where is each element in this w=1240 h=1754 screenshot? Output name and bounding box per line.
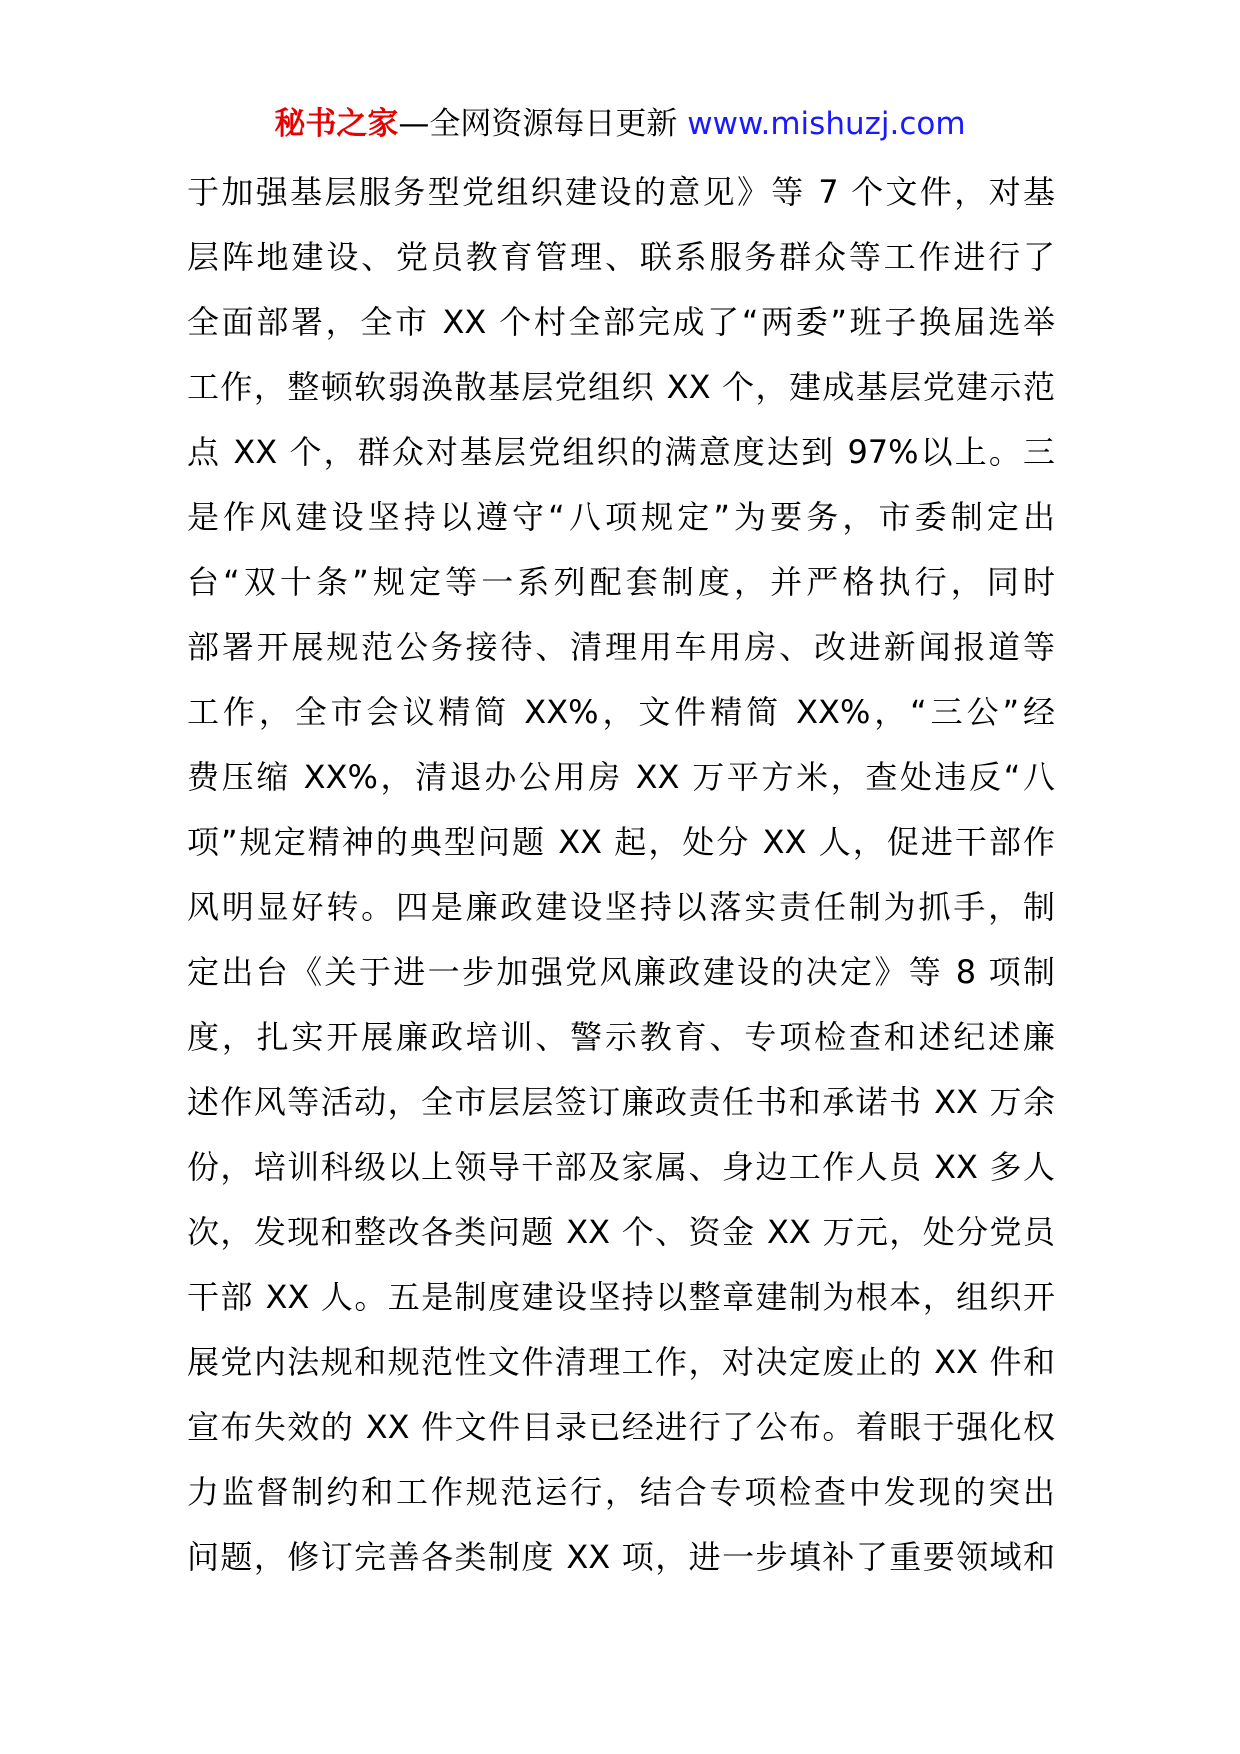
text-line: 度，扎实开展廉政培训、警示教育、专项检查和述纪述廉 — [187, 1018, 1055, 1056]
text-line: 点 XX 个，群众对基层党组织的满意度达到 97%以上。三 — [187, 433, 1055, 471]
text-line: 风明显好转。四是廉政建设坚持以落实责任制为抓手，制 — [187, 888, 1055, 926]
text-line: 全面部署，全市 XX 个村全部完成了“两委”班子换届选举 — [187, 303, 1055, 341]
text-line: 层阵地建设、党员教育管理、联系服务群众等工作进行了 — [187, 238, 1055, 276]
text-line: 费压缩 XX%，清退办公用房 XX 万平方米，查处违反“八 — [187, 758, 1055, 796]
text-line: 定出台《关于进一步加强党风廉政建设的决定》等 8 项制 — [187, 953, 1055, 991]
text-line: 于加强基层服务型党组织建设的意见》等 7 个文件，对基 — [187, 173, 1055, 211]
text-line: 工作，整顿软弱涣散基层党组织 XX 个，建成基层党建示范 — [187, 368, 1055, 406]
text-line: 台“双十条”规定等一系列配套制度，并严格执行，同时 — [187, 563, 1055, 601]
text-line: 部署开展规范公务接待、清理用车用房、改进新闻报道等 — [187, 628, 1055, 666]
text-line: 工作，全市会议精简 XX%，文件精简 XX%，“三公”经 — [187, 693, 1055, 731]
header-tagline: —全网资源每日更新 — [398, 106, 678, 142]
text-line: 宣布失效的 XX 件文件目录已经进行了公布。着眼于强化权 — [187, 1408, 1055, 1446]
text-line: 述作风等活动，全市层层签订廉政责任书和承诺书 XX 万余 — [187, 1083, 1055, 1121]
text-line: 是作风建设坚持以遵守“八项规定”为要务，市委制定出 — [187, 498, 1055, 536]
header-url-link[interactable]: www.mishuzj.com — [687, 106, 966, 142]
brand-name: 秘书之家 — [274, 106, 399, 142]
text-line: 项”规定精神的典型问题 XX 起，处分 XX 人，促进干部作 — [187, 823, 1055, 861]
document-body — [187, 160, 1055, 1590]
text-line: 干部 XX 人。五是制度建设坚持以整章建制为根本，组织开 — [187, 1278, 1055, 1316]
page-header — [0, 102, 1240, 146]
text-line: 力监督制约和工作规范运行，结合专项检查中发现的突出 — [187, 1473, 1055, 1511]
text-line: 份，培训科级以上领导干部及家属、身边工作人员 XX 多人 — [187, 1148, 1055, 1186]
text-line: 问题，修订完善各类制度 XX 项，进一步填补了重要领域和 — [187, 1538, 1055, 1576]
text-line: 次，发现和整改各类问题 XX 个、资金 XX 万元，处分党员 — [187, 1213, 1055, 1251]
text-line: 展党内法规和规范性文件清理工作，对决定废止的 XX 件和 — [187, 1343, 1055, 1381]
